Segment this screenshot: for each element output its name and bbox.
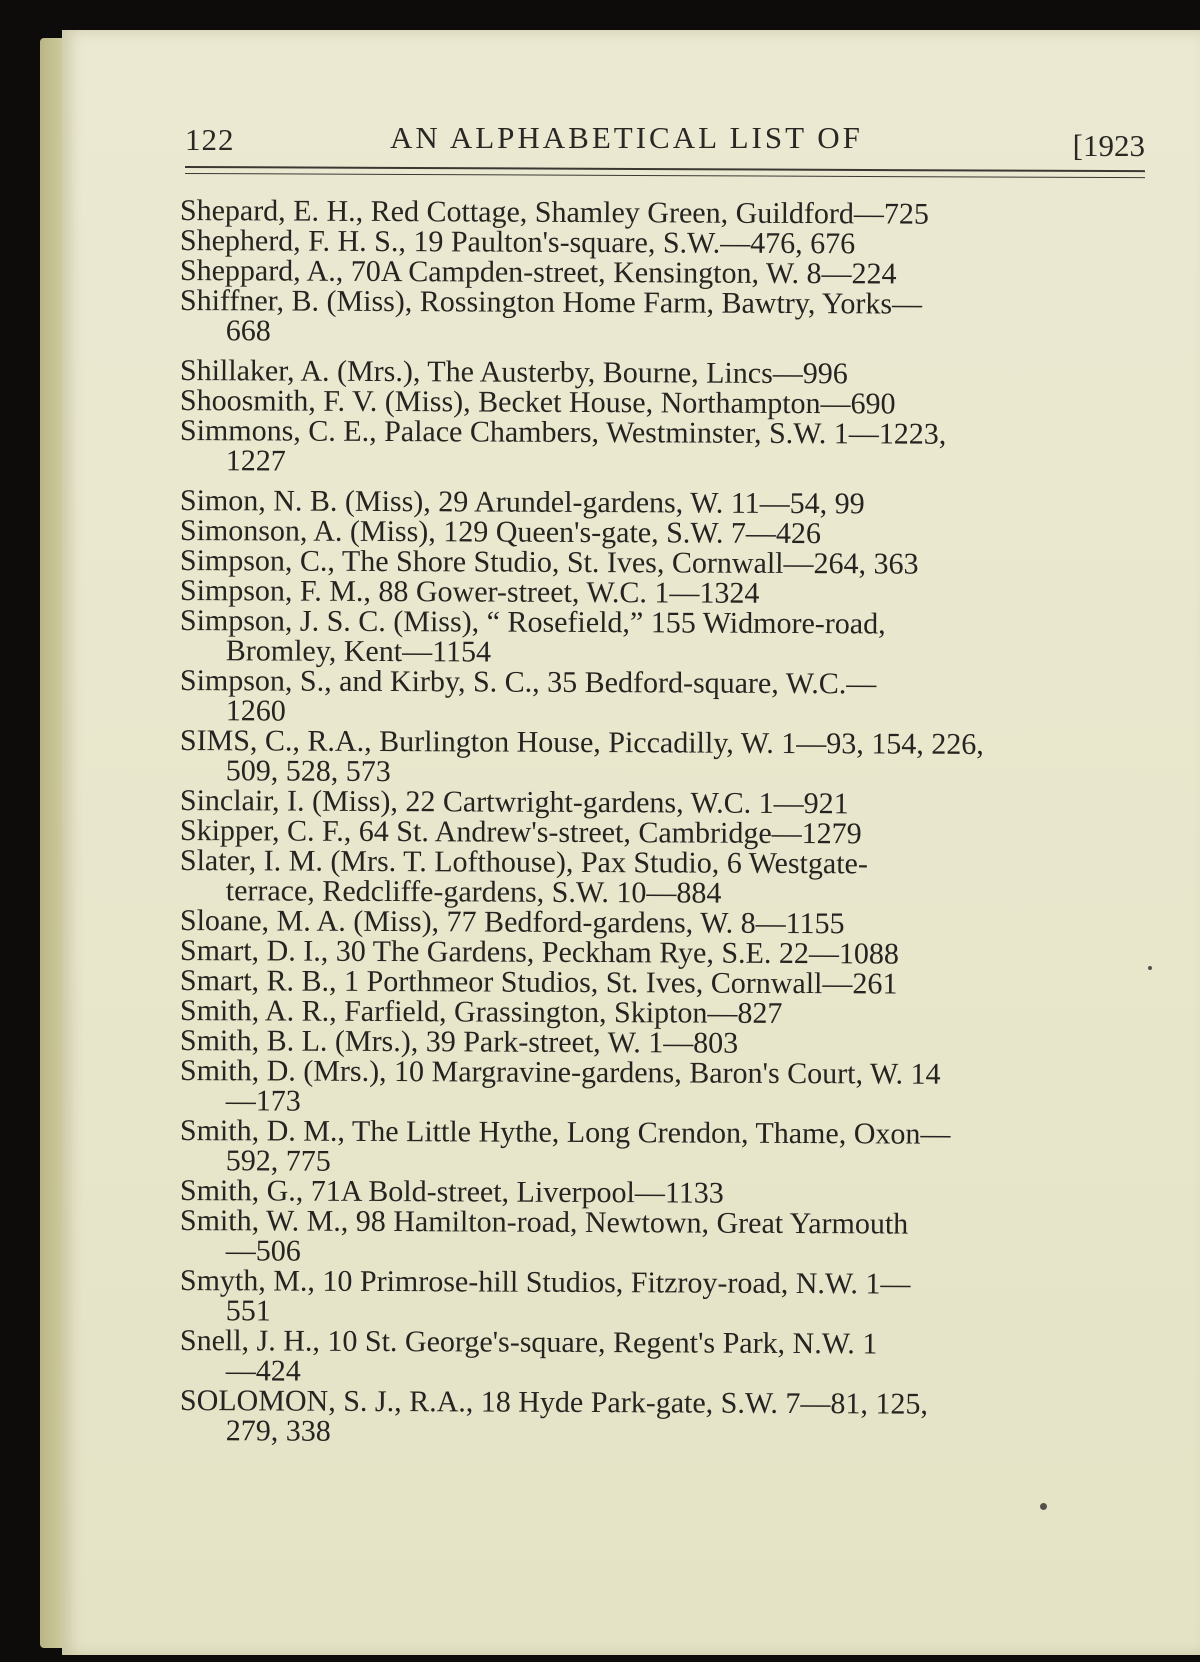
list-entry: Shillaker, A. (Mrs.), The Austerby, Bourne, Lincs—996 — [179, 354, 848, 391]
list-entry: Smith, G., 71A Bold-street, Liverpool—1133 — [179, 1174, 724, 1210]
page-header — [185, 118, 1145, 163]
list-entry: Smith, W. M., 98 Hamilton-road, Newtown, Great Yarmouth —506 — [179, 1204, 909, 1268]
page-number: 122 — [185, 122, 235, 157]
running-title: AN ALPHABETICAL LIST OF — [390, 120, 863, 155]
list-entry: Shoosmith, F. V. (Miss), Becket House, Northampton—690 — [179, 384, 896, 421]
list-entry: SIMS, C., R.A., Burlington House, Piccadilly, W. 1—93, 154, 226, 509, 528, 573 — [179, 724, 984, 789]
list-entry: Slater, I. M. (Mrs. T. Lofthouse), Pax Studio, 6 Westgate- terrace, Redcliffe-gardens, S.W. 10—884 — [179, 844, 868, 910]
list-entry: Shiffner, B. (Miss), Rossington Home Farm, Bawtry, Yorks— 668 — [179, 284, 923, 348]
list-entry: Smart, R. B., 1 Porthmeor Studios, St. Ives, Cornwall—261 — [179, 964, 898, 1001]
list-entry: Simpson, C., The Shore Studio, St. Ives, Cornwall—264, 363 — [179, 544, 919, 581]
entry-list — [180, 196, 1155, 1446]
list-entry: Simpson, J. S. C. (Miss), “ Rosefield,” 155 Widmore-road, Bromley, Kent—1154 — [179, 604, 886, 669]
list-entry: Smyth, M., 10 Primrose-hill Studios, Fitzroy-road, N.W. 1— 551 — [179, 1264, 911, 1328]
list-entry: Smith, D. M., The Little Hythe, Long Crendon, Thame, Oxon— 592, 775 — [179, 1114, 951, 1178]
year-marker: [1923 — [1072, 128, 1145, 163]
list-entry: Smith, A. R., Farfield, Grassington, Skipton—827 — [179, 994, 783, 1030]
list-entry: Sheppard, A., 70A Campden-street, Kensington, W. 8—224 — [179, 254, 897, 291]
list-entry: Shepherd, F. H. S., 19 Paulton's-square, S.W.—476, 676 — [179, 224, 856, 261]
list-entry: Snell, J. H., 10 St. George's-square, Regent's Park, N.W. 1 —424 — [179, 1324, 878, 1388]
list-entry: Simon, N. B. (Miss), 29 Arundel-gardens, W. 11—54, 99 — [179, 484, 865, 521]
list-entry: Smith, B. L. (Mrs.), 39 Park-street, W. 1—803 — [179, 1024, 739, 1060]
paper-blemish — [1040, 1503, 1047, 1510]
list-entry: Skipper, C. F., 64 St. Andrew's-street, Cambridge—1279 — [179, 814, 862, 851]
list-entry: Shepard, E. H., Red Cottage, Shamley Green, Guildford—725 — [179, 194, 930, 231]
list-entry: Smart, D. I., 30 The Gardens, Peckham Rye, S.E. 22—1088 — [179, 934, 899, 971]
list-entry: Simmons, C. E., Palace Chambers, Westminster, S.W. 1—1223, 1227 — [179, 414, 947, 478]
list-entry: Simonson, A. (Miss), 129 Queen's-gate, S.W. 7—426 — [179, 514, 821, 551]
list-entry: Simpson, S., and Kirby, S. C., 35 Bedford-square, W.C.— 1260 — [179, 664, 877, 728]
list-entry: Sloane, M. A. (Miss), 77 Bedford-gardens, W. 8—1155 — [179, 904, 845, 941]
paper-blemish — [1148, 966, 1152, 970]
list-entry: SOLOMON, S. J., R.A., 18 Hyde Park-gate, S.W. 7—81, 125, 279, 338 — [179, 1384, 929, 1448]
list-entry: Smith, D. (Mrs.), 10 Margravine-gardens, Baron's Court, W. 14 —173 — [179, 1054, 941, 1118]
list-entry: Simpson, F. M., 88 Gower-street, W.C. 1—1324 — [179, 574, 760, 610]
list-entry: Sinclair, I. (Miss), 22 Cartwright-gardens, W.C. 1—921 — [179, 784, 849, 821]
